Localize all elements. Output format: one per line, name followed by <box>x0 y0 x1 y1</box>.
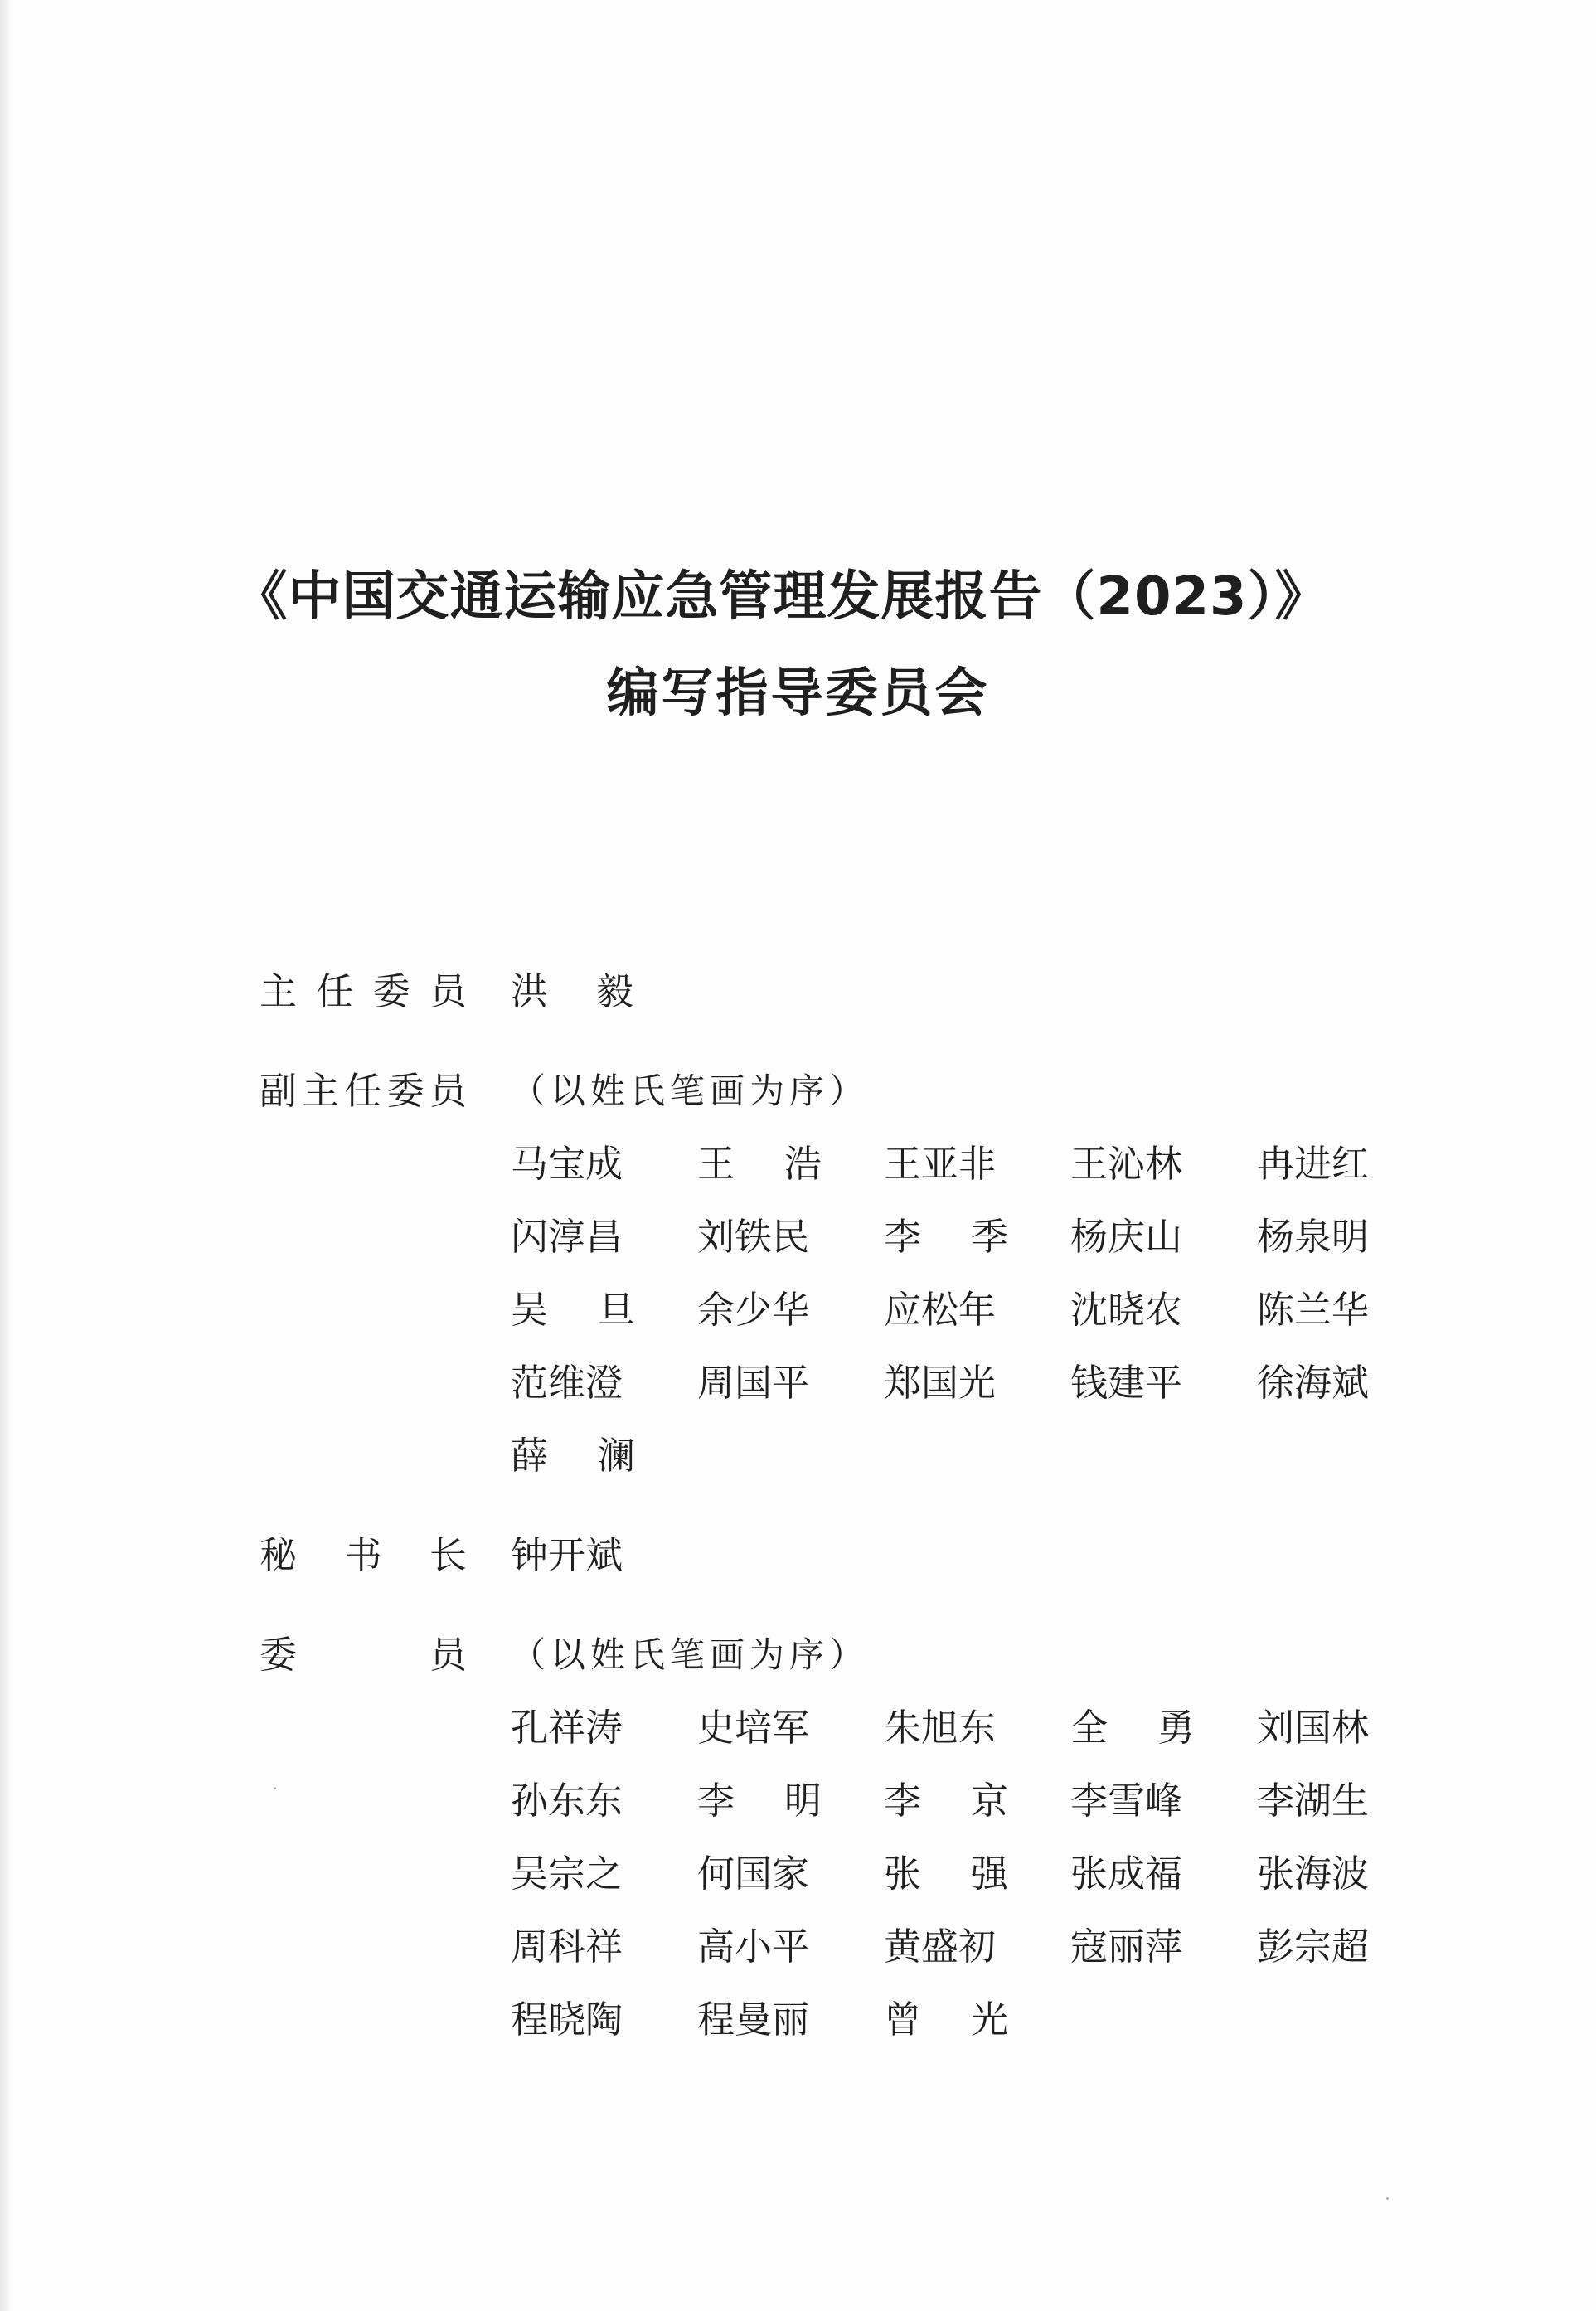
person-name: 沈晓农 <box>1070 1288 1183 1332</box>
person-name: 彭宗超 <box>1257 1925 1370 1969</box>
person-name: 张海波 <box>1257 1852 1370 1896</box>
members-section <box>260 1630 1370 2068</box>
person-name: 刘铁民 <box>697 1215 810 1259</box>
person-name: 李 季 <box>884 1215 1008 1259</box>
director-name: 洪 毅 <box>511 969 633 1013</box>
report-title: 《中国交通运输应急管理发展报告（2023）》 <box>234 566 1329 628</box>
person-name: 余少华 <box>697 1288 810 1332</box>
scan-speck <box>274 1787 276 1789</box>
name-row <box>511 1358 1370 1431</box>
person-name: 程曼丽 <box>697 1998 810 2042</box>
person-name: 王沁林 <box>1070 1142 1183 1186</box>
name-row <box>511 1849 1370 1922</box>
person-name: 薛 澜 <box>511 1434 635 1478</box>
person-name: 李湖生 <box>1257 1779 1370 1823</box>
person-name: 李雪峰 <box>1070 1779 1183 1823</box>
person-name: 何国家 <box>697 1852 810 1896</box>
name-row <box>511 1139 1370 1212</box>
person-name: 吴 旦 <box>511 1288 635 1332</box>
person-name: 张成福 <box>1070 1852 1183 1896</box>
members-label: 委 员 <box>260 1633 467 1677</box>
secretary-general-section <box>260 1531 1354 1604</box>
person-name: 李 明 <box>697 1779 822 1823</box>
secretary-general-label: 秘 书 长 <box>260 1533 467 1577</box>
person-name: 钱建平 <box>1070 1361 1183 1405</box>
person-name: 黄盛初 <box>884 1925 997 1969</box>
person-name: 周科祥 <box>511 1925 623 1969</box>
person-name: 孙东东 <box>511 1779 623 1823</box>
person-name: 刘国林 <box>1257 1706 1370 1750</box>
vice-directors-label: 副 主 任 委 员 <box>260 1069 467 1113</box>
person-name: 杨庆山 <box>1070 1215 1183 1259</box>
person-name: 范维澄 <box>511 1361 623 1405</box>
person-name: 陈兰华 <box>1257 1288 1370 1332</box>
vice-directors-section <box>260 1066 1370 1504</box>
name-row <box>511 1431 1356 1504</box>
person-name: 冉进红 <box>1257 1142 1370 1186</box>
person-name: 高小平 <box>697 1925 810 1969</box>
person-name: 李 京 <box>884 1779 1008 1823</box>
person-name: 周国平 <box>697 1361 810 1405</box>
person-name: 马宝成 <box>511 1142 623 1186</box>
name-row <box>511 1703 1370 1776</box>
committee-title: 编写指导委员会 <box>606 663 990 723</box>
person-name: 郑国光 <box>884 1361 997 1405</box>
person-name: 全 勇 <box>1070 1706 1195 1750</box>
name-row <box>511 1922 1370 1995</box>
name-row <box>511 1285 1370 1358</box>
members-note: （以姓氏笔画为序） <box>511 1634 870 1675</box>
page-gutter-shadow <box>0 0 12 2311</box>
person-name: 王 浩 <box>697 1142 822 1186</box>
person-name: 闪淳昌 <box>511 1215 623 1259</box>
person-name: 程晓陶 <box>511 1998 623 2042</box>
person-name: 应松年 <box>884 1288 997 1332</box>
person-name: 吴宗之 <box>511 1852 623 1896</box>
name-row <box>511 1212 1370 1285</box>
director-section <box>260 967 1354 1040</box>
person-name: 张 强 <box>884 1852 1008 1896</box>
person-name: 寇丽萍 <box>1070 1925 1183 1969</box>
person-name: 朱旭东 <box>884 1706 997 1750</box>
person-name: 曾 光 <box>884 1998 1008 2042</box>
name-row <box>511 1776 1370 1849</box>
vice-directors-names <box>511 1139 1370 1504</box>
person-name: 王亚非 <box>884 1142 997 1186</box>
members-names <box>511 1703 1370 2068</box>
director-label: 主 任 委 员 <box>260 969 467 1013</box>
secretary-general-name: 钟开斌 <box>511 1533 623 1577</box>
person-name: 徐海斌 <box>1257 1361 1370 1405</box>
person-name: 杨泉明 <box>1257 1215 1370 1259</box>
scan-speck <box>1386 2197 1389 2200</box>
title-block <box>0 566 1596 723</box>
vice-directors-note: （以姓氏笔画为序） <box>511 1071 870 1111</box>
name-row <box>511 1995 1356 2068</box>
person-name: 孔祥涛 <box>511 1706 623 1750</box>
committee-list <box>260 967 1370 2068</box>
person-name: 史培军 <box>697 1706 810 1750</box>
